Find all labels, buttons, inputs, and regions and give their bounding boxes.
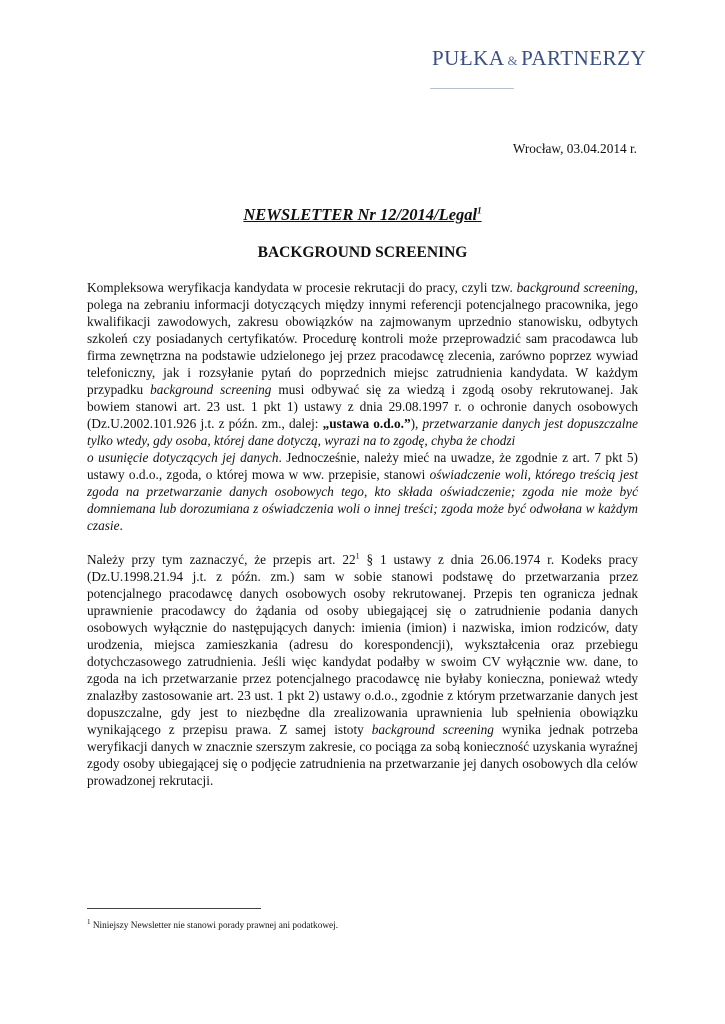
document-body (87, 279, 638, 789)
footnote-text: Niniejszy Newsletter nie stanowi porady prawnej ani podatkowej. (92, 921, 339, 931)
p2-text-1: Należy przy tym zaznaczyć, że przepis art. 22 (87, 552, 356, 567)
p1-bold-term: „ustawa o.d.o.” (322, 416, 411, 431)
logo-name-second: PARTNERZY (521, 46, 647, 70)
p1-emphasis-2: background screening (150, 382, 272, 397)
footnote-divider (87, 908, 261, 909)
p1-text-4: ), (410, 416, 423, 431)
newsletter-subtitle: BACKGROUND SCREENING (257, 244, 468, 261)
firm-logo (432, 46, 647, 71)
p1-text-5: . Jednocześnie, należy mieć na uwadze, że zgodnie z art. 7 pkt 5) ustawy o.d.o., zgoda, o której mowa w ww. przepisie, stanowi (87, 450, 638, 482)
p1-emphasis-1: background screening (516, 280, 635, 295)
p1-text-2: , polega na zebraniu informacji dotyczących między innymi referencji potencjalnego pracownika, jego kwalifikacji zawodowych, zakresu obowiązków na zajmowanym uprzednio stanowisku, odbytych szkoleń czy posiadanych certyfikatów. Procedurę kontroli może przeprowadzić sam pracodawca lub firma zewnętrzna na podstawie udzielonego jej przez pracodawcę zlecenia, zarówno poprzez wywiad telefoniczny, jak i rozsyłanie pytań do poprzednich miejsc zatrudnienia kandydata. W każdym przypadku (87, 280, 638, 397)
footnote-reference: 1 (477, 205, 482, 216)
p2-emphasis-1: background screening (371, 722, 494, 737)
p2-superscript: 1 (355, 551, 360, 561)
footnote-marker: 1 (87, 917, 91, 926)
p1-text-3: musi odbywać się za wiedzą i zgodą osoby rekrutowanej. Jak bowiem stanowi art. 23 ust. 1 pkt 1) ustawy z dnia 29.08.1997 r. o ochronie danych osobowych (Dz.U.2002.101.926 j.t. z późn. zm., dalej: (87, 382, 638, 431)
p1-emphasis-4: o usunięcie dotyczących jej danych (87, 450, 279, 465)
logo-ampersand: & (507, 53, 519, 68)
p2-text-2: § 1 ustawy z dnia 26.06.1974 r. Kodeks pracy (Dz.U.1998.21.94 j.t. z późn. zm.) sam w sobie stanowi podstawę do przetwarzania przez potencjalnego pracodawcę danych osobowych osoby rekrutowanej. Przepis ten ogranicza jednak uprawnienie pracodawcy do żądania od osoby ubiegającej się o zatrudnienie podania danych osobowych wyłącznie do następujących danych: imienia (imion) i nazwiska, imion rodziców, daty urodzenia, miejsca zamieszkania (adresu do korespondencji), wykształcenia oraz przebiegu dotychczasowego zatrudnienia. Jeśli więc kandydat podałby w swoim CV wyłącznie ww. dane, to zgoda na ich przetwarzanie przez potencjalnego pracodawcę nie byłaby konieczna, ponieważ wtedy znalazłby zastosowanie art. 23 ust. 1 pkt 2) ustawy o.d.o., zgodnie z którym przetwarzanie danych jest dopuszczalne, gdy jest to niezbędne dla zrealizowania uprawnienia lub spełnienia obowiązku wynikającego z przepisu prawa. Z samej istoty (87, 552, 639, 737)
p1-emphasis-5: oświadczenie woli, którego treścią jest zgoda na przetwarzanie danych osobowych tego, kto składa oświadczenie; zgoda nie może być domniemana lub dorozumiana z oświadczenia woli o innej treści; zgoda może być odwołana w każdym czasie (87, 467, 639, 533)
p1-emphasis-3: przetwarzanie danych jest dopuszczalne tylko wtedy, gdy osoba, której dane dotyczą, wyrazi na to zgodę, chyba że chodzi (87, 416, 638, 448)
logo-divider (430, 88, 514, 89)
newsletter-title (0, 205, 725, 225)
paragraph-2 (87, 551, 638, 789)
p2-text-3: wynika jednak potrzeba weryfikacji danych w znacznie szerszym zakresie, co pociąga za sobą konieczność uzyskania wyraźnej zgody osoby ubiegającej się o podjęcie zatrudnienia na przetwarzanie jej danych osobowych dla celów prowadzonej rekrutacji. (87, 722, 638, 788)
newsletter-title-text: NEWSLETTER Nr 12/2014/Legal (243, 205, 478, 224)
logo-name-first: PUŁKA (432, 46, 505, 70)
p1-text-6: . (119, 518, 123, 533)
footnote (87, 917, 339, 932)
document-date: Wrocław, 03.04.2014 r. (512, 141, 637, 156)
paragraph-1 (87, 279, 638, 534)
p1-text-1: Kompleksowa weryfikacja kandydata w procesie rekrutacji do pracy, czyli tzw. (87, 280, 517, 295)
